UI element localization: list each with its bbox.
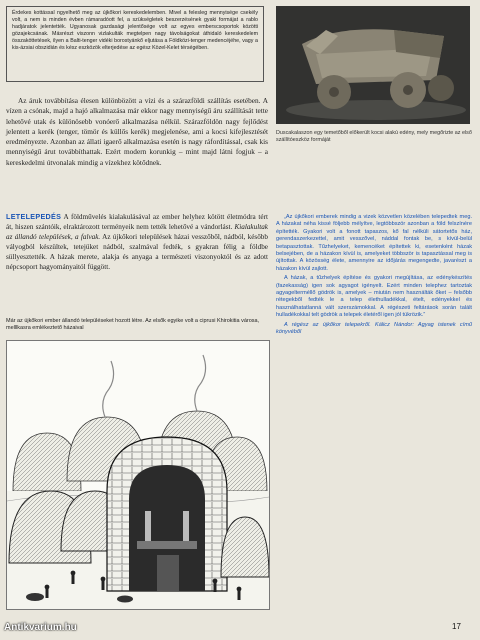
watermark: Antikvarium.hu <box>4 622 77 633</box>
quote-column <box>276 214 472 339</box>
intro-box <box>6 6 264 82</box>
photo-caption <box>276 130 472 144</box>
transport-paragraph-text: Az áruk továbbítása élesen különbözött a vízi és a szárazföldi szállítás esetében. A vízen a csónak, majd a hajó alkalmazása már ekkor nagy mennyiségű áru szállítását tette lehetővé utak és különösebb vonóerő alkalmazása nélkül. Szárazföldön nagy fejlődést jelentett a kerék (tenger, tömör és küllős kerék) megjelenése, ami a kocsi kifejlesztését eredményezte. Azonban az állati igaerő alkalmazása esetén is nagy ráfordítással, csak kis mennyiségű árut továbbíthattak. Ezért modern korunkig – mint majd látni fogjuk – a kereskedelmi útvonalak mindig a vízekhez kötődnek. <box>6 96 268 167</box>
beehive-houses-drawing <box>7 341 269 609</box>
cart-vessel-image <box>276 6 470 124</box>
settlement-text-2: Az újkőkori települések házai vesszőből, nádból, később vályogból készültek, tetejüket nádból, szalmával fedték, s gyakran félig a földbe süllyesztették. A házak merete, alakja és anyaga a természeti viszonyoktól és az adott népcsoport hagyományaitól függött. <box>6 233 268 272</box>
intro-box-text: Érdekes kottással ngyelhető meg az újkőkori kereskedelemben. Mivel a felesleg mennyisége csekély volt, a nem is minden évben rámaradóott fel, a szükségletek beszerzésének gyaki formájat a rablo hadjáratok jelentették. Ugyanosak gazdasági jelentősége volt az egyes emberscsoportok közötti gözajekcsának. Másrészt viszonn vizlakulták megtelpen nagy távolságokat áthidaló kereskedelem összaköttetések, ilyen a Balti-tenger vidéki borostyánkő eljutása a Földközi-tenger medencéjéhe, vagy a kis-ázsiai obszidián és kész eszközök elterjedése az egész Közel-Kelet térségében. <box>12 10 258 51</box>
photo-caption-text: Duscakalaszon egy temetőből előkerült kocsi alakú edény, mely megőrizte az első szállítóeszköz formáját <box>276 130 472 143</box>
quote-paragraph-2: A házak, a tűzhelyek építése és gyakori megújítása, az edénykészítés (fazekasság) igen sok agyagot igényelt. Ezért minden telephez tartoztak agyagelterméllő gödrök is, amelyek – miután nem használták őket – felsőbb rétegekből fedték le a telep élethulladékkal, ételt, edényekkel és használhatatlanná vált szerszámokkal. A régészeti feltárások során talált hulladékokkal telt gödrök a telepek életéről igen jól tükrözik.” <box>276 275 472 319</box>
settlement-heading: LETELEPEDÉS <box>6 212 62 221</box>
settlement-text-1: A földművelés kialakulásával az ember helyhez kötött életmódra tért át, hiszen szántóik, elraktározott terményeik nem tették lehetővé a vándorlást. <box>6 213 268 232</box>
page-number: 17 <box>452 622 461 631</box>
cart-vessel-photo <box>276 6 470 124</box>
settlement-section <box>6 212 268 273</box>
settlement-illustration <box>6 340 270 610</box>
illustration-caption <box>6 318 270 332</box>
quote-paragraph-1: „Az újkőkori emberek mindig a vizek közvetlen közelében telepedtek meg. A házakat néha kissé följebb mélyítve, legtöbbször azonban a föld felszínére építették. Gyakori volt a fonott tapaszos, kő fal nélküli sátortetős ház, gerendaszerkezettel, amit vesszővel, náddal fontak be, s kívül-belül betapasztottak. Tűzhelyeket, kemencéket építettek ki, esetenként házak belsejében, de a házakon kívül is, amelyeket többször is tapasztással meg is újítottak. A közösség élete, amennyire az időjárás megengedte, javarészt a házakon kívül zajlott. <box>276 214 472 272</box>
quote-source: A régész az újkőkor telepekről. Kálicz Nándor: Agyag istenek című könyvéből <box>276 321 472 336</box>
transport-paragraph <box>6 96 268 168</box>
settlement-italic: Kialakultak az állandó települések, a falvak. <box>6 223 268 242</box>
illustration-caption-text: Már az újkőkori ember állandó településeket hozott létre. Az elsők egyike volt a ciprusi Khirokitia városa, melllkasra emlékeztető házaival <box>6 318 260 332</box>
